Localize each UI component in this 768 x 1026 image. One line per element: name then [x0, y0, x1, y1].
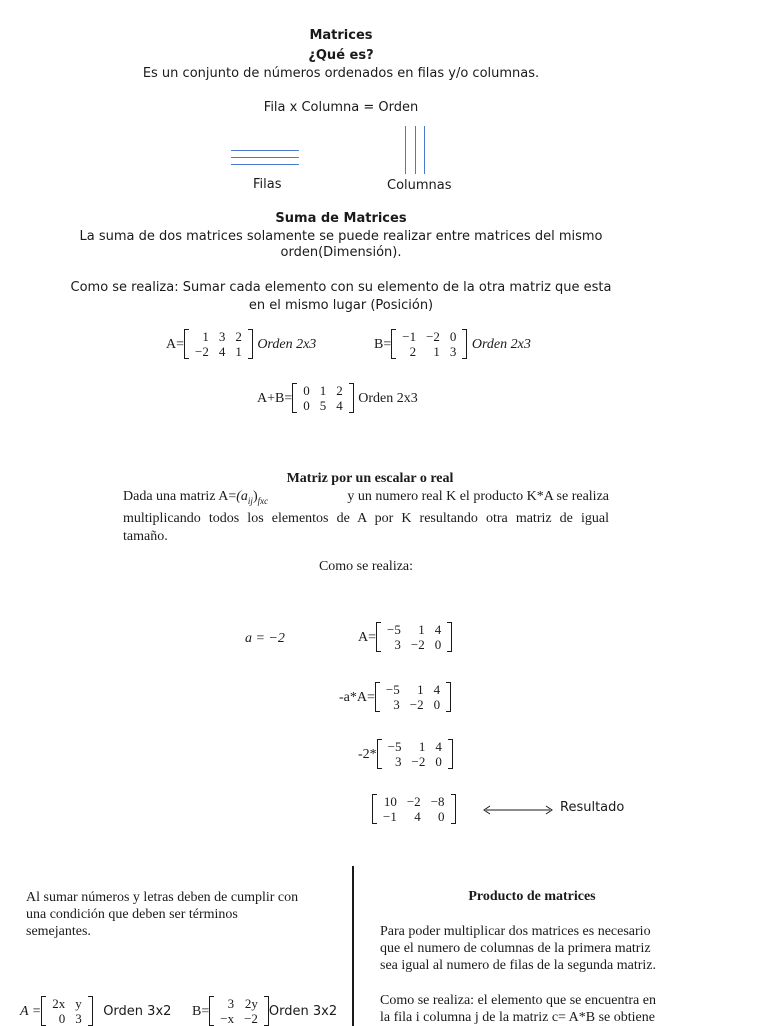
- matrix-cell: −x: [220, 1011, 235, 1026]
- matrix-b-order: Orden 2x3: [471, 337, 531, 353]
- matrix-cell: y: [75, 996, 82, 1011]
- matrix-b: [391, 329, 467, 359]
- sum-desc-line1: La suma de dos matrices solamente se puede realizar entre matrices del mismo: [79, 229, 603, 244]
- matrix-b-label: B=: [374, 337, 392, 353]
- matrix-cell: 1: [418, 739, 426, 754]
- rows-label: Filas: [253, 177, 282, 192]
- matrix-cell: −2: [244, 1011, 258, 1026]
- step2-matrix: [377, 739, 453, 769]
- terms-matrix-b-label: B=: [192, 1004, 210, 1020]
- matrix-cell: 4: [336, 398, 343, 413]
- matrix-cell: −5: [387, 622, 401, 637]
- matrix-cell: 1: [433, 344, 440, 359]
- matrix-cell: 3: [218, 329, 226, 344]
- matrix-a: [184, 329, 253, 359]
- product-paragraph-1: Para poder multiplicar dos matrices es necesario que el numero de columnas de la primera matriz sea igual al numero de filas de la segunda matriz.: [380, 924, 657, 973]
- terms-matrix-b-expression: [192, 996, 337, 1026]
- matrix-a-label: A=: [166, 337, 185, 353]
- alpha-value: a = −2: [245, 631, 285, 646]
- matrix-cell: 2: [336, 383, 343, 398]
- terms-matrix-b-order: Orden 3x2: [268, 1004, 338, 1020]
- result-matrix: [372, 794, 456, 824]
- matrix-cell: −1: [383, 809, 397, 824]
- step1-matrix: [375, 682, 451, 712]
- matrix-cell: 3: [227, 996, 235, 1011]
- matrix-cell: 2y: [244, 996, 258, 1011]
- matrix-cell: 3: [394, 637, 401, 652]
- matrix-b-expression: [374, 329, 531, 359]
- matrix-a-expression: [166, 329, 316, 359]
- matrix-cell: 1: [319, 383, 327, 398]
- matrix-cell: −8: [430, 794, 445, 809]
- column-divider: [352, 866, 354, 1026]
- step1-expression: [339, 682, 451, 712]
- matrix-cell: 0: [58, 1011, 66, 1026]
- sum-desc-line2: orden(Dimensión).: [280, 245, 402, 260]
- matrix-cell: 5: [319, 398, 327, 413]
- matrix-cell: 1: [417, 682, 424, 697]
- matrix-cell: 3: [395, 754, 402, 769]
- matrix-cell: −2: [410, 637, 425, 652]
- definition-text: Es un conjunto de números ordenados en filas y/o columnas.: [142, 66, 540, 81]
- step1-label: -a*A=: [339, 690, 375, 706]
- terms-matrix-a: [41, 996, 93, 1026]
- matrix-cell: 1: [418, 622, 425, 637]
- terms-paragraph: Al sumar números y letras deben de cumplir con una condición que deben ser términos semejantes.: [26, 890, 299, 939]
- arrow-icon: [480, 803, 556, 817]
- step2-expression: [358, 739, 453, 769]
- scalar-paragraph: Dada una matriz $A=(a_{ij})_{fxc}$ y un numero real K el producto K*A se realiza multiplicando todos los elementos de A por K resultando otra matriz de igual tamaño.: [123, 489, 609, 544]
- matrix-cell: −2: [409, 697, 424, 712]
- matrix-cell: −2: [411, 754, 426, 769]
- matrix-cell: 10: [383, 794, 397, 809]
- matrix-cell: 4: [218, 344, 226, 359]
- matrix-cell: −5: [387, 739, 402, 754]
- sum-label: A+B=: [257, 391, 293, 407]
- terms-matrix-b: [209, 996, 269, 1026]
- sum-expression: [257, 383, 418, 413]
- matrix-cell: 0: [438, 809, 445, 824]
- terms-matrix-a-label: A =: [20, 1004, 42, 1020]
- order-formula: Fila x Columna = Orden: [263, 100, 419, 115]
- matrix-cell: −1: [402, 329, 417, 344]
- matrix-cell: 4: [433, 682, 441, 697]
- scalar-matrix-a-label: A=: [358, 630, 377, 646]
- sum-how-line2: en el mismo lugar (Posición): [248, 298, 434, 313]
- columns-label: Columnas: [387, 178, 452, 193]
- matrix-cell: 0: [449, 329, 457, 344]
- matrix-cell: 0: [303, 398, 310, 413]
- result-label: Resultado: [560, 800, 625, 815]
- matrix-cell: 0: [435, 754, 442, 769]
- sum-title: Suma de Matrices: [275, 211, 407, 226]
- matrix-cell: 4: [414, 809, 421, 824]
- question-heading: ¿Qué es?: [308, 48, 374, 63]
- matrix-cell: −2: [195, 344, 209, 359]
- scalar-matrix-a: [376, 622, 452, 652]
- scalar-title: Matriz por un escalar o real: [286, 471, 454, 486]
- matrix-cell: 1: [235, 344, 242, 359]
- sum-order: Orden 2x3: [358, 391, 418, 407]
- page-title: Matrices: [309, 28, 373, 43]
- scalar-how: Como se realiza:: [318, 559, 414, 574]
- sum-matrix: [292, 383, 354, 413]
- sum-how-line1: Como se realiza: Sumar cada elemento con su elemento de la otra matriz que esta: [70, 280, 612, 295]
- scalar-matrix-a-expression: [358, 622, 452, 652]
- matrix-cell: −5: [385, 682, 400, 697]
- matrix-cell: −2: [406, 794, 421, 809]
- terms-matrix-a-order: Orden 3x2: [103, 1004, 172, 1020]
- matrix-cell: 3: [449, 344, 457, 359]
- matrix-cell: 2: [235, 329, 242, 344]
- product-title: Producto de matrices: [468, 889, 596, 904]
- result-expression: [372, 794, 456, 824]
- matrix-cell: 4: [435, 739, 442, 754]
- matrix-cell: 2: [409, 344, 417, 359]
- step2-label: -2*: [358, 747, 377, 763]
- matrix-cell: 0: [303, 383, 310, 398]
- matrix-cell: 4: [434, 622, 442, 637]
- matrix-cell: 0: [434, 637, 442, 652]
- matrix-cell: −2: [426, 329, 440, 344]
- matrix-cell: 3: [393, 697, 400, 712]
- product-paragraph-2: Como se realiza: el elemento que se encuentra en la fila i columna j de la matriz c= A*B se obtiene: [380, 993, 656, 1025]
- matrix-cell: 2x: [52, 996, 66, 1011]
- terms-matrix-a-expression: [20, 996, 171, 1026]
- matrix-cell: 0: [433, 697, 441, 712]
- matrix-cell: 3: [75, 1011, 82, 1026]
- matrix-a-order: Orden 2x3: [257, 337, 317, 353]
- matrix-cell: 1: [202, 329, 209, 344]
